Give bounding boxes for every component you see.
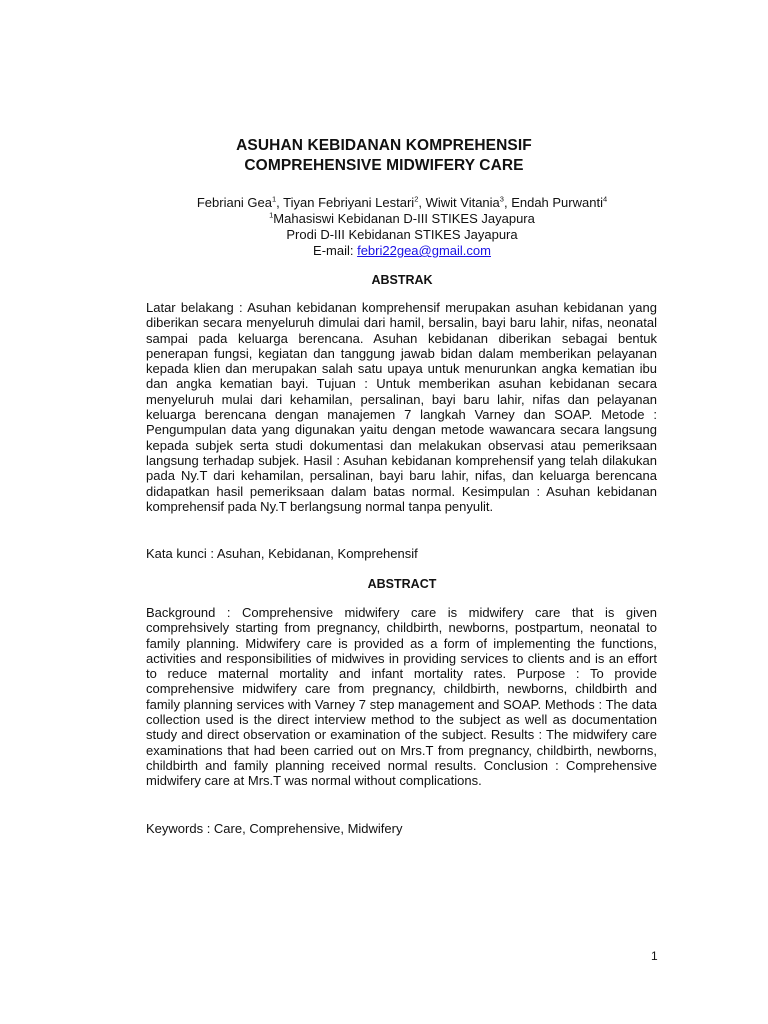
abstrak-keywords: Kata kunci : Asuhan, Kebidanan, Komprehensif: [146, 546, 418, 561]
author-name: Tiyan Febriyani Lestari: [283, 195, 415, 210]
abstract-body: Background : Comprehensive midwifery care is midwifery care that is given comprehsively starting from pregnancy, childbirth, newborns, postpartum, neonatal to family planning. Midwifery care is provided as a form of implementing the functions, activities and responsibilities of midwives in providing services to clients and is an effort to reduce maternal mortality and infant mortality rates. Purpose : To provide comprehensive midwifery care from pregnancy, childbirth, newborns, childbirth and family planning services with Varney 7 step management and SOAP. Methods : The data collection used is the direct interview method to the subject as well as documentation study and direct observation or examination of the subject. Results : The midwifery care examinations that had been carried out on Mrs.T from pregnancy, childbirth, newborns, childbirth and family planning received normal results. Conclusion : Comprehensive midwifery care at Mrs.T was normal without complications.: [146, 605, 657, 789]
author-list: Febriani Gea$^1$, Tiyan Febriyani Lestari$^2$, Wiwit Vitania$^3$, Endah Purwanti$^4$: [196, 194, 608, 210]
author-affiliation-mark: 4: [602, 194, 608, 204]
affiliation-mark: 1: [269, 210, 274, 220]
affiliation-line: Prodi D-III Kebidanan STIKES Jayapura: [286, 227, 518, 242]
abstrak-heading: ABSTRAK: [371, 273, 433, 287]
page-number: 1: [651, 949, 658, 963]
title-english: COMPREHENSIVE MIDWIFERY CARE: [244, 157, 524, 174]
author-name: Endah Purwanti: [511, 195, 603, 210]
abstract-keywords: Keywords : Care, Comprehensive, Midwifery: [146, 821, 403, 836]
abstract-heading: ABSTRACT: [367, 577, 437, 591]
author-name: Wiwit Vitania: [425, 195, 500, 210]
paper-title: [0, 136, 768, 176]
affiliation-line: [0, 211, 768, 227]
title-indonesian: ASUHAN KEBIDANAN KOMPREHENSIF: [236, 137, 532, 154]
author-name: Febriani Gea: [196, 195, 272, 210]
author-affiliation-mark: 3: [499, 194, 504, 204]
author-affiliation-mark: 2: [414, 194, 419, 204]
abstrak-body: Latar belakang : Asuhan kebidanan komprehensif merupakan asuhan kebidanan yang diberikan secara menyeluruh dimulai dari hamil, bersalin, bayi baru lahir, nifas, neonatal sampai pada keluarga berencana. Asuhan kebidanan diberikan sebagai bentuk penerapan fungsi, kegiatan dan tanggung jawab bidan dalam memberikan pelayanan kepada klien dan merupakan salah satu upaya untuk menurunkan angka kematian ibu dan angka kematian bayi. Tujuan : Untuk memberikan asuhan kebidanan secara menyeluruh mulai dari kehamilan, persalinan, bayi baru lahir, nifas dan pelayanan keluarga berencana dengan manajemen 7 langkah Varney dan SOAP. Metode : Pengumpulan data yang digunakan yaitu dengan metode wawancara secara langsung kepada subjek serta studi dokumentasi dan melakukan observasi atau pemeriksaan langsung terhadap subjek. Hasil : Asuhan kebidanan komprehensif yang telah dilakukan pada Ny.T dari kehamilan, persalinan, bayi baru lahir, nifas, dan keluarga berencana didapatkan hasil pemeriksaan dalam batas normal. Kesimpulan : Asuhan kebidanan komprehensif pada Ny.T berlangsung normal tanpa penyulit.: [146, 300, 657, 514]
affiliation-text: Mahasiswi Kebidanan D-III STIKES Jayapura: [273, 211, 535, 226]
email-line: [0, 243, 768, 259]
email-link[interactable]: febri22gea@gmail.com: [357, 243, 491, 258]
author-affiliation-mark: 1: [272, 194, 277, 204]
email-label: E-mail:: [313, 243, 358, 258]
author-block: [0, 195, 768, 259]
